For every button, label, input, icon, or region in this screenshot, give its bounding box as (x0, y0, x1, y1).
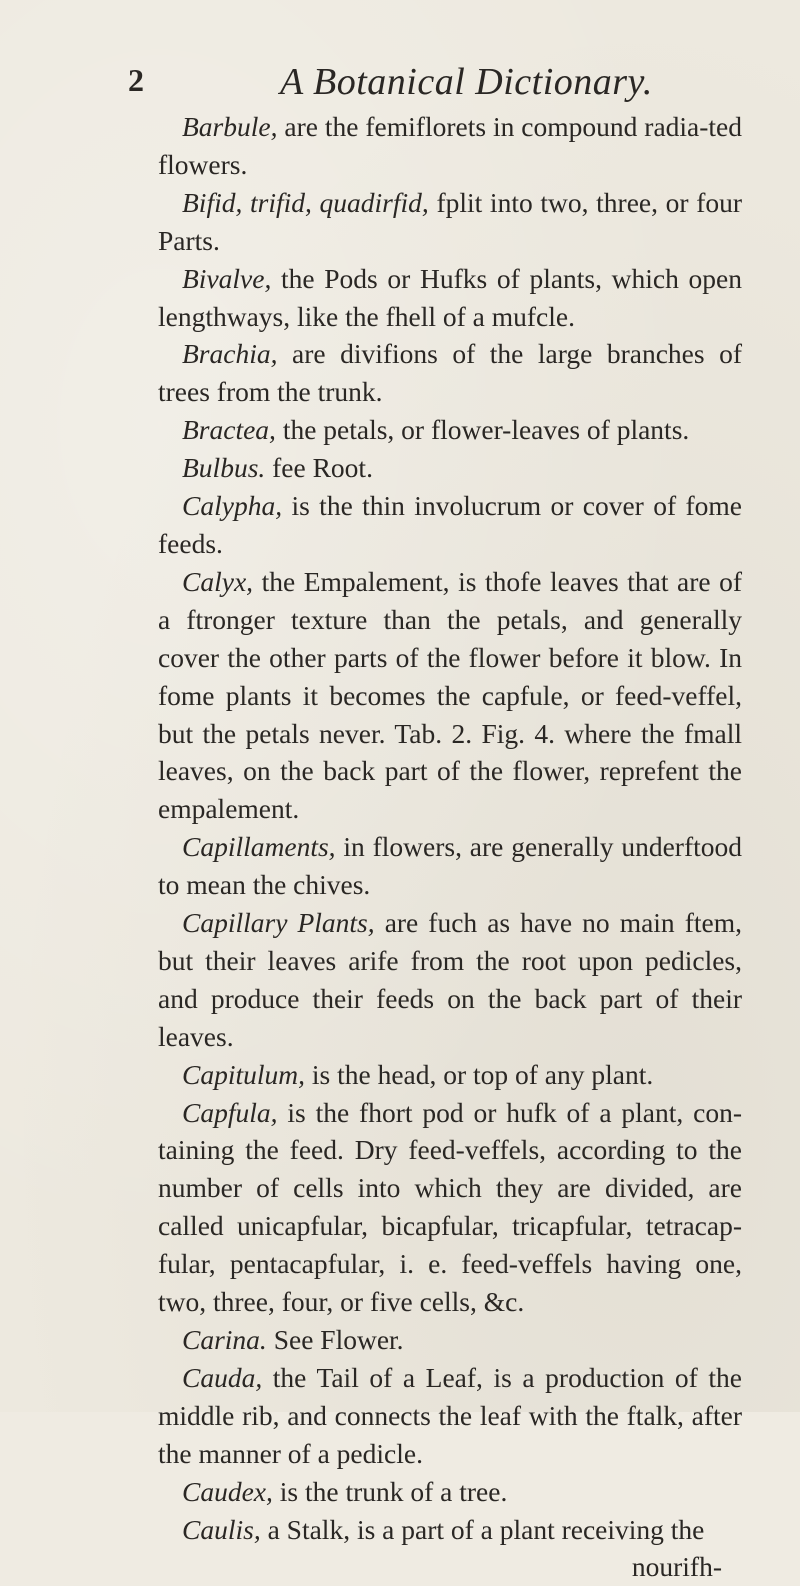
dictionary-entry (158, 411, 742, 449)
entry-term: Caudex, (182, 1475, 273, 1507)
dictionary-entry (158, 487, 742, 563)
running-title: A Botanical Dictionary. (280, 61, 653, 103)
entry-definition: the petals, or flower-leaves of plants. (275, 414, 690, 446)
dictionary-entry (158, 1473, 742, 1511)
entry-definition: are divifions of the large branches of trees from the trunk. (158, 338, 742, 408)
entry-definition: is the thin involucrum or cover of fome feeds. (158, 490, 742, 559)
entry-term: Brachia, (182, 338, 278, 370)
dictionary-entry (158, 1056, 742, 1094)
entry-term: Cauda, (182, 1361, 263, 1393)
entry-term: Capillaments, (182, 831, 336, 863)
dictionary-entry (158, 449, 742, 487)
dictionary-entry (158, 1359, 742, 1473)
entry-definition: is the fhort pod or hufk of a plant, con-taining the feed. Dry feed-veffels, according to the number of cells into which they are divided, are called unicapfular, bicapfular, tricapfular, tetracap-fular, pentacapfular, i. e. feed-veffels having one, two, three, four, or five cells, &c. (158, 1096, 742, 1318)
entry-term: Bivalve, (182, 262, 272, 294)
catchword: nourifh- (631, 1551, 722, 1583)
entry-term: Carina. (182, 1324, 267, 1355)
entry-definition: a Stalk, is a part of a plant receiving the (260, 1513, 705, 1545)
entry-definition: fplit into two, three, or four Parts. (158, 186, 743, 256)
entry-term: Bulbus. (182, 452, 266, 484)
entry-definition: the Empalement, is thofe leaves that are of a ftronger texture than the petals, and generally cover the other parts of the flower before it blow. In fome plants it becomes the capfule, or feed-veffel, but the petals never. Tab. 2. Fig. 4. where the fmall leaves, on the back part of the flower, reprefent the empalement. (158, 565, 742, 825)
entry-term: Calypha, (182, 490, 283, 522)
dictionary-entry (158, 335, 742, 411)
dictionary-entries (158, 108, 742, 1586)
dictionary-entry (158, 828, 742, 904)
entry-definition: fee Root. (265, 452, 373, 484)
entry-term: Bractea, (182, 414, 276, 446)
page-number: 2 (128, 62, 144, 98)
dictionary-entry (158, 1321, 742, 1359)
dictionary-entry (158, 260, 742, 336)
dictionary-entry (158, 1094, 742, 1321)
entry-term: Capitulum, (182, 1058, 305, 1090)
entry-definition: is the head, or top of any plant. (305, 1058, 654, 1090)
entry-definition: in flowers, are generally underftood to mean the chives. (158, 831, 742, 901)
entry-definition: are the femiflorets in compound radia-ted flowers. (158, 111, 742, 180)
entry-term: Barbule, (182, 111, 278, 142)
dictionary-entry (158, 1511, 742, 1549)
dictionary-entry (158, 108, 742, 184)
entry-definition: is the trunk of a tree. (272, 1475, 508, 1507)
page-header (128, 62, 728, 112)
entry-term: Capfula, (182, 1096, 278, 1128)
dictionary-entry (158, 184, 742, 260)
dictionary-entry (158, 904, 742, 1056)
entry-definition: the Pods or Hufks of plants, which open lengthways, like the fhell of a mufcle. (158, 262, 742, 332)
entry-term: Caulis, (182, 1513, 261, 1545)
entry-term: Capillary Plants, (182, 907, 375, 939)
entry-definition: See Flower. (266, 1324, 404, 1355)
entry-definition: are fuch as have no main ftem, but their leaves arife from the root upon pedicles, and produce their feeds on the back part of their leaves. (158, 907, 743, 1052)
entry-term: Bifid, trifid, quadirfid, (182, 186, 429, 218)
dictionary-entry (158, 563, 742, 828)
entry-definition: the Tail of a Leaf, is a production of the middle rib, and connects the leaf with the ftalk, after the manner of a pedicle. (158, 1361, 742, 1469)
entry-term: Calyx, (182, 565, 254, 597)
